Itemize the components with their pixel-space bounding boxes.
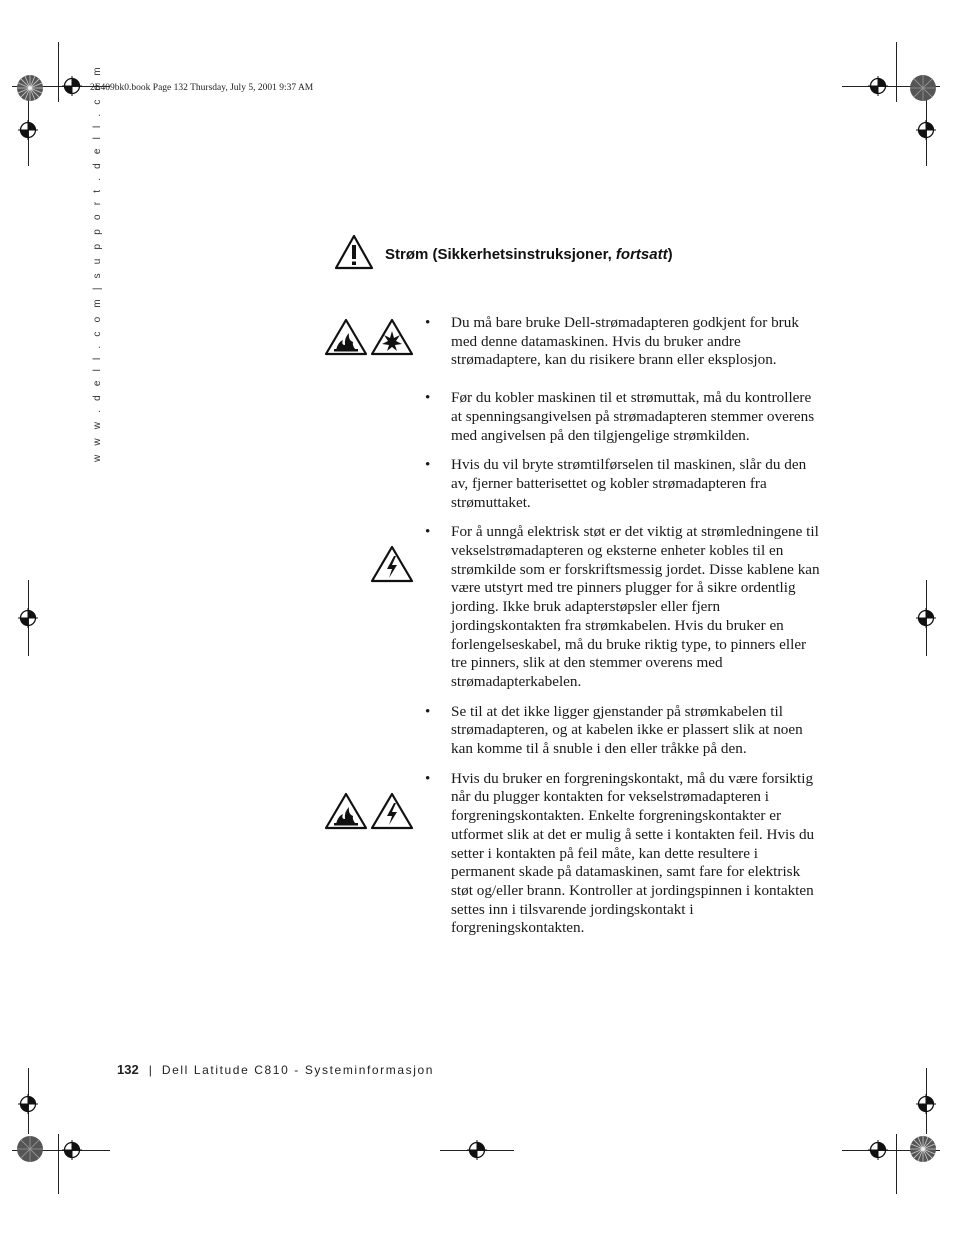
registration-target-icon [18,608,38,628]
page-number: 132 [117,1062,139,1077]
starburst-target-icon [16,74,44,102]
fire-warning-icon [324,792,368,830]
safety-instruction-list [425,314,820,938]
list-item: • Hvis du bruker en forgreningskontakt, må du være forsiktig når du plugger kontakten for vekselstrømadapteren i forgreningskontakten. Enkelte forgreningskontakter er utformet slik at det er mulig å sette i kontakten feil. Hvis du setter i kontakten på feil måte, kan dette resultere i permanent skade på datamaskinen, samt fare for elektrisk støt og/eller brann. Kontroller at jordingspinnen i kontakten settes inn i tilsvarende jordingskontakt i forgreningskontakten. [425,770,820,938]
heading-main: Strøm (Sikkerhetsinstruksjoner, [385,246,616,263]
registration-target-icon [868,76,888,96]
registration-target-icon [18,120,38,140]
print-metadata: 2E409bk0.book Page 132 Thursday, July 5, 2001 9:37 AM [90,83,314,93]
registration-target-icon [18,1094,38,1114]
registration-target-icon [62,76,82,96]
footer-title: Dell Latitude C810 - Systeminformasjon [161,1063,435,1077]
fire-warning-icon [324,318,368,356]
section-heading [385,246,673,263]
starburst-target-icon [909,74,937,102]
list-item: • Se til at det ikke ligger gjenstander på strømkabelen til strømadapteren, og at kabelen ikke er plassert slik at noen kan komme til å snuble i den eller tråkke på den. [425,703,820,759]
list-item: • Du må bare bruke Dell-strømadapteren godkjent for bruk med denne datamaskinen. Hvis du bruker andre strømadaptere, kan du risikere brann eller eksplosjon. [425,314,820,370]
starburst-target-icon [909,1135,937,1163]
registration-target-icon [916,120,936,140]
list-item: • Før du kobler maskinen til et strømuttak, må du kontrollere at spenningsangivelsen på strømadapteren stemmer overens med angivelsen på den tilgjengelige strømkilden. [425,389,820,445]
registration-target-icon [467,1140,487,1160]
registration-target-icon [868,1140,888,1160]
registration-target-icon [916,608,936,628]
registration-target-icon [916,1094,936,1114]
page-footer [117,1062,434,1077]
explosion-warning-icon [370,318,414,356]
electric-shock-warning-icon [370,545,414,583]
caution-triangle-icon [334,234,374,270]
list-item: • Hvis du vil bryte strømtilførselen til maskinen, slår du den av, fjerner batterisettet og kobler strømadapteren fra strømuttaket. [425,456,820,512]
footer-separator: | [148,1063,152,1077]
heading-close: ) [667,246,673,263]
heading-italic: fortsatt [615,246,668,263]
starburst-target-icon [16,1135,44,1163]
list-item: • For å unngå elektrisk støt er det viktig at strømledningene til vekselstrømadapteren og eksterne enheter kobles til en strømkilde som er forskriftsmessig jordet. Disse kablene kan være utstyrt med tre pinners plugger for å sikre ordentlig jording. Ikke bruk adapterstøpsler eller fjern jordingskontakten fra strømkabelen. Hvis du bruker en forlengelseskabel, må du bruke riktig type, to pinners eller tre pinners, slik at den stemmer overens med strømadapterkabelen. [425,523,820,691]
side-url-text: w w w . d e l l . c o m | s u p p o r t . d e l l . c o m [92,64,103,462]
electric-shock-warning-icon [370,792,414,830]
registration-target-icon [62,1140,82,1160]
